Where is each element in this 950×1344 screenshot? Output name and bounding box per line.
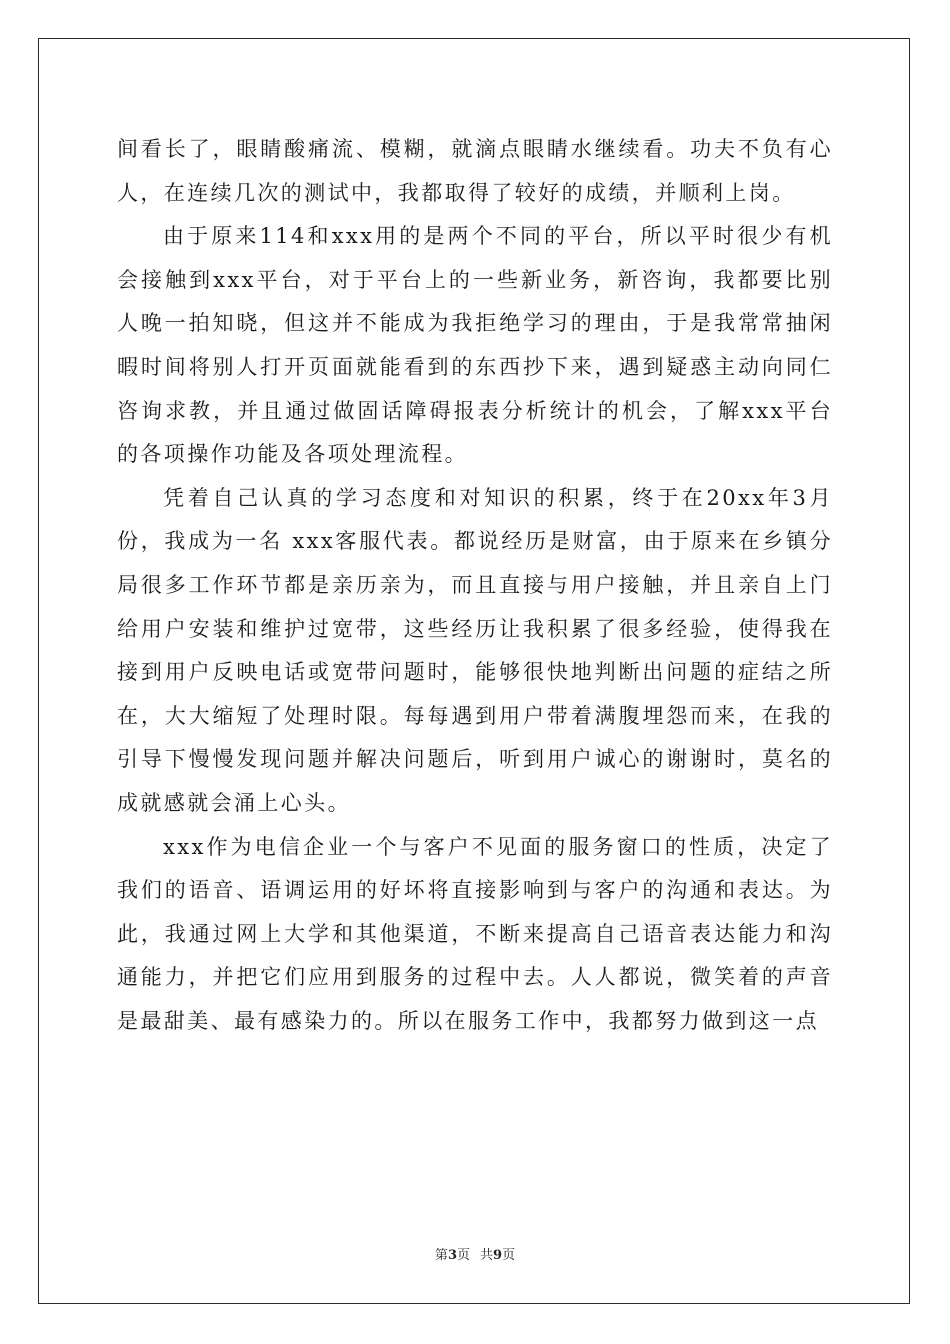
paragraph-4: xxx作为电信企业一个与客户不见面的服务窗口的性质，决定了我们的语音、语调运用的好坏将直接影响到与客户的沟通和表达。为此，我通过网上大学和其他渠道，不断来提高自己语音表达能力和沟通能力，并把它们应用到服务的过程中去。人人都说，微笑着的声音是最甜美、最有感染力的。所以在服务工作中，我都努力做到这一点	[117, 834, 833, 1033]
paragraph-1: 间看长了，眼睛酸痛流、模糊，就滴点眼睛水继续看。功夫不负有心人，在连续几次的测试中，我都取得了较好的成绩，并顺利上岗。	[117, 137, 833, 205]
total-prefix: 共	[480, 1248, 494, 1263]
page-footer	[0, 1247, 950, 1265]
total-page-count: 9	[493, 1248, 503, 1263]
current-page-number: 3	[447, 1248, 457, 1263]
paragraph-3: 凭着自己认真的学习态度和对知识的积累，终于在20xx年3月份，我成为一名 xxx客服代表。都说经历是财富，由于原来在乡镇分局很多工作环节都是亲历亲为，而且直接与用户接触，并且亲自上门给用户安装和维护过宽带，这些经历让我积累了很多经验，使得我在接到用户反映电话或宽带问题时，能够很快地判断出问题的症结之所在，大大缩短了处理时限。每每遇到用户带着满腹埋怨而来，在我的引导下慢慢发现问题并解决问题后，听到用户诚心的谢谢时，莫名的成就感就会涌上心头。	[117, 485, 833, 815]
total-suffix: 页	[502, 1248, 516, 1263]
page-suffix: 页	[456, 1248, 470, 1263]
paragraph-2: 由于原来114和xxx用的是两个不同的平台，所以平时很少有机会接触到xxx平台，对于平台上的一些新业务，新咨询，我都要比别人晚一拍知晓，但这并不能成为我拒绝学习的理由，于是我常常抽闲暇时间将别人打开页面就能看到的东西抄下来，遇到疑惑主动向同仁咨询求教，并且通过做固话障碍报表分析统计的机会，了解xxx平台的各项操作功能及各项处理流程。	[117, 224, 833, 467]
document-body	[117, 128, 833, 1043]
page-prefix: 第	[434, 1248, 448, 1263]
